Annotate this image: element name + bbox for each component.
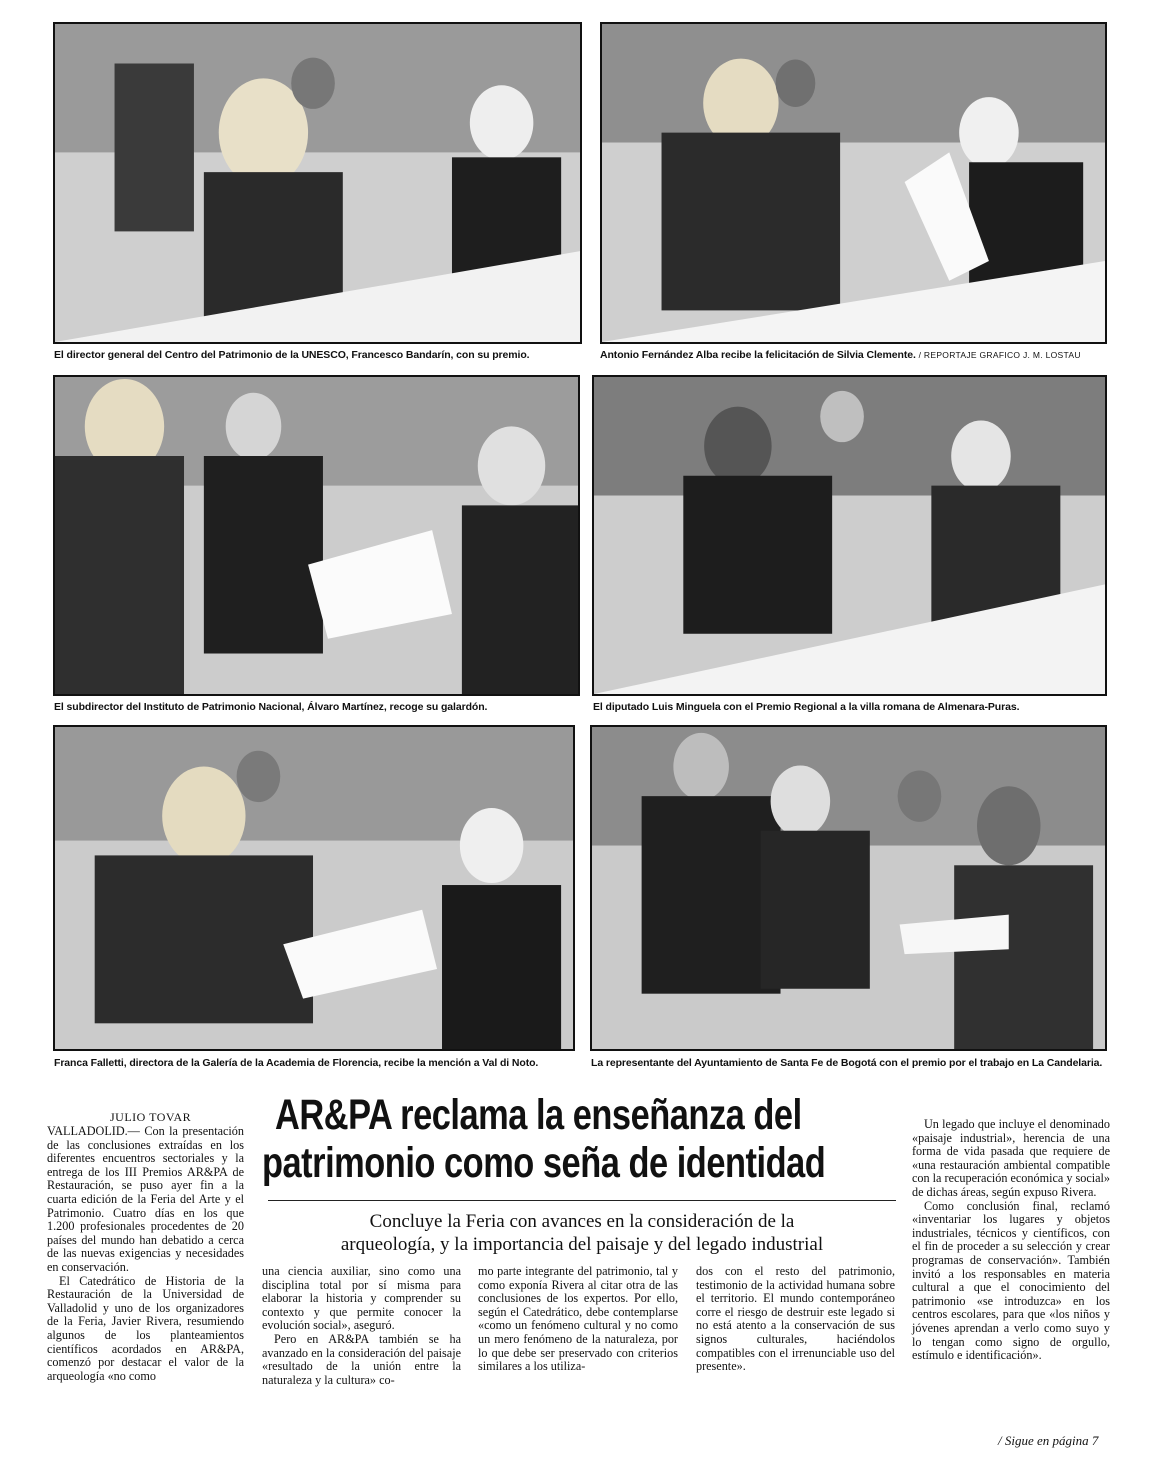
photo-1-image (55, 24, 580, 342)
paragraph: Como conclusión final, reclamó «inventariar los lugares y objetos industriales, técnicos y científicos, con el fin de proceder a su selección y crear programas de conservación». También invitó a los responsables en materia cultural a que el conocimiento del patrimonio «se introduzca» en los centros escolares, para que «los niños y jóvenes aprendan a verlo como suyo y lo tengan como signo de orgullo, estímulo e identificación». (912, 1198, 1110, 1363)
photo-4-caption-text: El diputado Luis Minguela con el Premio Regional a la villa romana de Almenara-Puras. (593, 701, 1020, 713)
paragraph: El Catedrático de Historia de la Restauración de la Universidad de Valladolid y uno de los organizadores de la Feria, Javier Rivera, resumiendo algunos de los planteamientos científicos acordados en AR&PA, comenzó por destacar el valor de la arqueología «no como (47, 1273, 244, 1383)
photo-5-image (55, 727, 573, 1049)
photo-1-caption-text: El director general del Centro del Patrimonio de la UNESCO, Francesco Bandarín, con su premio. (54, 349, 530, 361)
photo-6 (590, 725, 1107, 1051)
headline-line-2: patrimonio como seña de identidad (262, 1139, 826, 1187)
photo-5-caption-text: Franca Falletti, directora de la Galería de la Academia de Florencia, recibe la mención a Val di Noto. (54, 1057, 539, 1069)
headline-divider (268, 1200, 896, 1201)
article-column-4 (696, 1265, 895, 1374)
paragraph: mo parte integrante del patrimonio, tal y como exponía Rivera al citar otra de las conclusiones de los expertos. Por ello, según el Catedrático, debe contemplarse «como un fenómeno cultural y no como un mero fenómeno de la naturaleza, por lo que debe ser preservado con criterios similares a los utiliza- (478, 1264, 678, 1374)
photo-2-image (602, 24, 1105, 342)
paragraph: Pero en AR&PA también se ha avanzado en la consideración del paisaje «resultado de la unión entre la naturaleza y la cultura» co- (262, 1331, 461, 1387)
article-column-2 (262, 1265, 461, 1387)
photo-2-caption (600, 349, 1081, 362)
paragraph: VALLADOLID.— Con la presentación de las conclusiones extraídas en los diferentes encuentros sectoriales y la entrega de los III Premios AR&PA de Restauración, se puso ayer fin a la cuarta edición de la Feria del Arte y el Patrimonio. Cuatro días en los que 1.200 profesionales procedentes de 20 países del mundo han debatido a cerca de las nuevas exigencias y necesidades en conservación. (47, 1124, 244, 1274)
photo-4 (592, 375, 1107, 696)
paragraph: una ciencia auxiliar, sino como una disciplina total por sí misma para elaborar la historia y comprender su contexto y que permite conocer la evolución social», aseguró. (262, 1264, 461, 1333)
paragraph: dos con el resto del patrimonio, testimonio de la actividad humana sobre el territorio. El mundo contemporáneo corre el riesgo de destruir este legado si no está atento a la conservación de sus signos culturales, haciéndolos compatibles con el irrenunciable uso del presente». (696, 1264, 895, 1374)
byline: JULIO TOVAR (110, 1110, 192, 1124)
subhead-line-2: arqueología, y la importancia del paisaje y del legado industrial (340, 1234, 824, 1255)
photo-6-caption (591, 1057, 1102, 1070)
article-column-5 (912, 1118, 1110, 1363)
photo-6-caption-text: La representante del Ayuntamiento de Santa Fe de Bogotá con el premio por el trabajo en La Candelaria. (591, 1057, 1103, 1069)
article-column-3 (478, 1265, 678, 1374)
continued-note: / Sigue en página 7 (998, 1433, 1099, 1448)
photo-5 (53, 725, 575, 1051)
photo-2 (600, 22, 1107, 344)
photo-6-image (592, 727, 1105, 1049)
paragraph: Un legado que incluye el denominado «paisaje industrial», herencia de una forma de vida pasada que requiere de «una restauración ambiental compatible con la recuperación económica y social» de dichas áreas, según expuso Rivera. (912, 1117, 1110, 1199)
photo-4-caption (593, 701, 1019, 714)
headline-line-1: AR&PA reclama la enseñanza del (275, 1091, 802, 1139)
photo-credit: / REPORTAJE GRAFICO J. M. LOSTAU (918, 350, 1081, 360)
photo-5-caption (54, 1057, 538, 1070)
photo-3 (53, 375, 580, 696)
photo-4-image (594, 377, 1105, 694)
photo-3-caption-text: El subdirector del Instituto de Patrimonio Nacional, Álvaro Martínez, recoge su galardón. (54, 701, 488, 713)
photo-3-caption (54, 701, 487, 714)
photo-1 (53, 22, 582, 344)
photo-2-caption-text: Antonio Fernández Alba recibe la felicitación de Silvia Clemente. (600, 349, 916, 361)
article-column-1 (47, 1125, 244, 1383)
photo-3-image (55, 377, 578, 694)
photo-1-caption (54, 349, 529, 362)
subhead-line-1: Concluye la Feria con avances en la consideración de la (369, 1211, 795, 1232)
